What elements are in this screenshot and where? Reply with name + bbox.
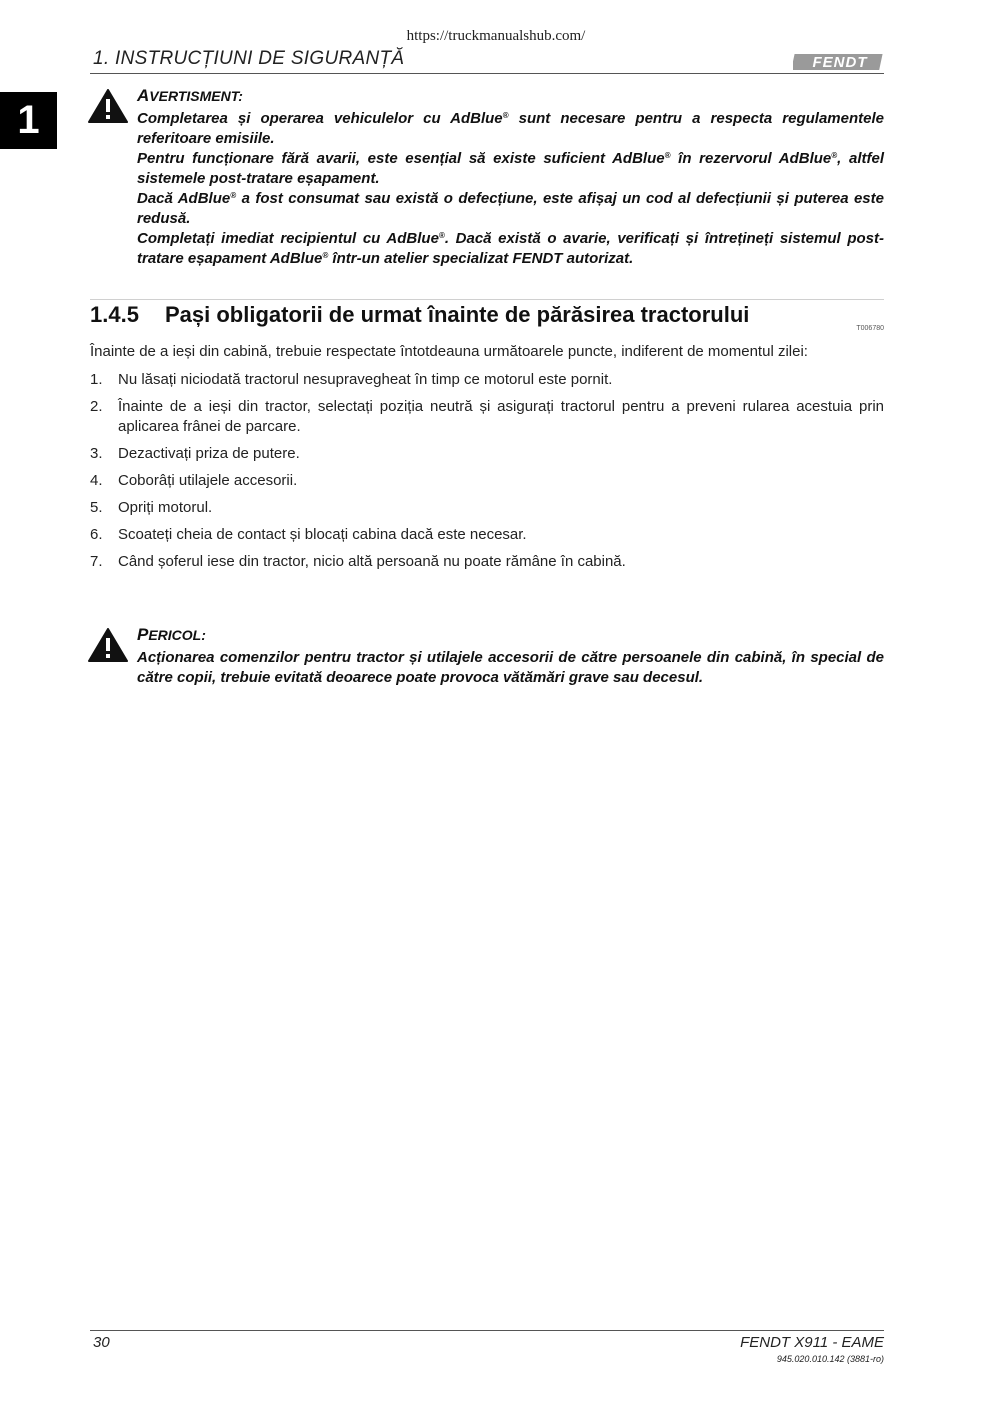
section-number: 1.4.5 — [90, 302, 139, 327]
page-number: 30 — [93, 1334, 110, 1351]
section-rule — [90, 299, 884, 300]
warning-paragraph: Completarea și operarea vehiculelor cu AdBlue® sunt necesare pentru a respecta regulamentele referitoare emisiile. — [137, 110, 885, 147]
intro-text: Înainte de a ieși din cabină, trebuie respectate întotdeauna următoarele puncte, indiferent de momentul zilei: — [90, 343, 808, 360]
chapter-title: 1. INSTRUCȚIUNI DE SIGURANȚĂ — [93, 48, 405, 69]
list-item: 5. Opriți motorul. — [90, 499, 213, 516]
doc-code: T006780 — [856, 325, 884, 332]
warning-triangle-icon — [88, 89, 128, 123]
danger-title: PERICOL: — [137, 625, 206, 644]
model-name: FENDT X911 - EAME — [740, 1334, 884, 1351]
footer-rule — [90, 1330, 884, 1331]
header-rule — [90, 73, 884, 74]
fendt-logo — [793, 52, 885, 72]
list-item: 3. Dezactivați priza de putere. — [90, 445, 300, 462]
document-number: 945.020.010.142 (3881-ro) — [776, 1354, 884, 1364]
section-heading — [90, 302, 749, 328]
source-url: https://truckmanualshub.com/ — [406, 28, 586, 44]
list-item: 1. Nu lăsați niciodată tractorul nesupravegheat în timp ce motorul este pornit. — [90, 371, 613, 388]
svg-text:FENDT: FENDT — [812, 54, 868, 71]
list-item: 7. Când șoferul iese din tractor, nicio altă persoană nu poate rămâne în cabină. — [90, 553, 626, 570]
list-item: 4. Coborâți utilajele accesorii. — [90, 472, 298, 489]
list-item: 2. Înainte de a ieși din tractor, selectați poziția neutră și asigurați tractorul pentru a preveni rularea acestuia prin aplicarea frânei de parcare. — [90, 398, 884, 435]
chapter-tab: 1 — [0, 92, 57, 149]
steps-list — [90, 370, 884, 579]
danger-paragraph: Acționarea comenzilor pentru tractor și utilajele accesorii de către persoanele din cabină, în special de către copii, trebuie evitată deoarece poate provoca vătămări grave sau decesul. — [137, 649, 884, 686]
warning-paragraph: Pentru funcționare fără avarii, este esențial să existe suficient AdBlue® în rezervorul AdBlue®, altfel sistemele post-tratare eșapament. — [137, 150, 884, 187]
warning-paragraph: Dacă AdBlue® a fost consumat sau există o defecțiune, este afișaj un cod al defecțiunii și puterea este redusă. — [137, 190, 884, 227]
section-title: Pași obligatorii de urmat înainte de părăsirea tractorului — [165, 302, 750, 327]
warning-triangle-icon — [88, 628, 128, 662]
warning-title: AVERTISMENT: — [137, 86, 243, 105]
list-item: 6. Scoateți cheia de contact și blocați cabina dacă este necesar. — [90, 526, 527, 543]
warning-paragraph: Completați imediat recipientul cu AdBlue®. Dacă există o avarie, verificați și întrețineți sistemul post-tratare eșapament AdBlue® într-un atelier specializat FENDT autorizat. — [137, 230, 884, 267]
